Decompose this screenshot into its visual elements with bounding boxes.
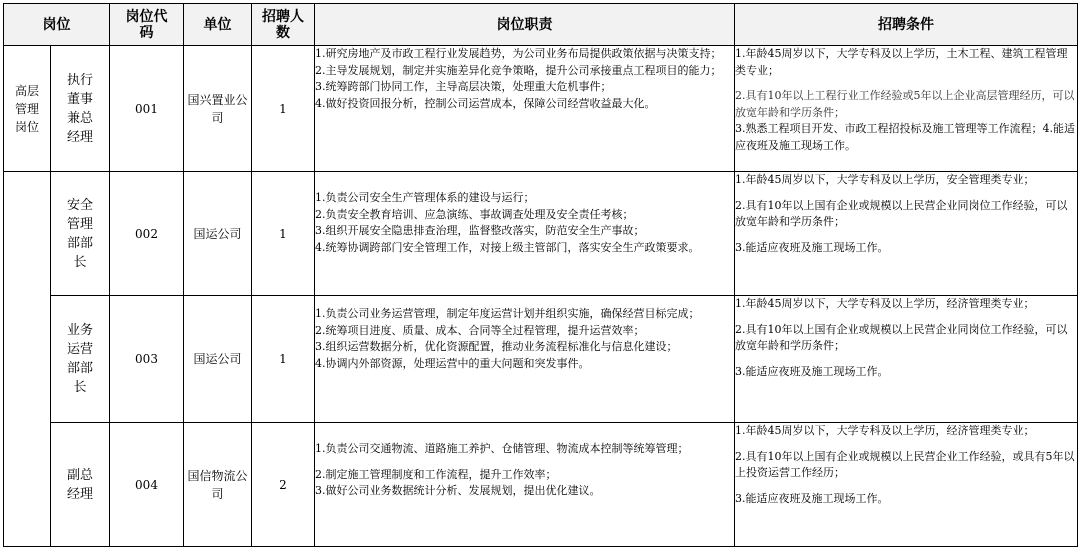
position-code: 001	[110, 46, 184, 172]
position-count: 2	[252, 423, 315, 547]
table-row	[4, 172, 1078, 296]
spacer	[735, 313, 1077, 322]
header-count: 招聘人数	[252, 4, 315, 46]
duty-item: 4.协调内外部资源，处理运营中的重大问题和突发事件。	[315, 356, 590, 370]
duty-item: 2.负责安全教育培训、应急演练、事故调查处理及安全责任考核；	[315, 207, 634, 221]
position-duties	[315, 296, 735, 423]
header-duties: 岗位职责	[315, 4, 735, 46]
requirement-item: 2.具有10年以上国有企业或规模以上民营企业工作经验，或具有5年以上投资运营工作经历；	[735, 449, 1075, 479]
position-unit: 国信物流公司	[184, 423, 252, 547]
position-unit: 国兴置业公司	[184, 46, 252, 172]
requirement-item: 3.能适应夜班及施工现场工作。	[735, 364, 889, 378]
spacer	[735, 440, 1077, 449]
spacer	[315, 458, 734, 467]
position-code: 003	[110, 296, 184, 423]
position-duties	[315, 423, 735, 547]
position-title: 执行董事兼总经理	[51, 46, 110, 172]
duty-item: 1.负责公司业务运营管理，制定年度运营计划并组织实施，确保经营目标完成；	[315, 307, 700, 320]
table-row	[4, 423, 1078, 547]
recruitment-table	[3, 3, 1078, 547]
group-label-senior: 高层管理岗位	[4, 46, 51, 172]
spacer	[735, 79, 1077, 88]
requirement-item: 2.具有10年以上国有企业或规模以上民营企业同岗位工作经验，可以放宽年龄和学历条件；	[735, 322, 1068, 352]
requirement-item: 1.年龄45周岁以下，大学专科及以上学历，土木工程、建筑工程管理类专业；	[735, 47, 1068, 77]
position-duties	[315, 172, 735, 296]
position-unit: 国运公司	[184, 172, 252, 296]
spacer	[735, 482, 1077, 491]
duty-item: 2.主导发展规划，制定并实施差异化竞争策略，提升公司承接重点工程项目的能力；	[315, 63, 722, 77]
position-title: 业务运营部部长	[51, 296, 110, 423]
requirement-item: 1.年龄45周岁以下，大学专科及以上学历，经济管理类专业；	[735, 297, 1035, 310]
requirement-item: 2.具有10年以上国有企业或规模以上民营企业同岗位工作经验，可以放宽年龄和学历条件；	[735, 198, 1068, 228]
header-position: 岗位	[4, 4, 110, 46]
table-row	[4, 296, 1078, 423]
requirement-item: 3.熟悉工程项目开发、市政工程招投标及施工管理等工作流程；4.能适应夜班及施工现场工作。	[735, 122, 1075, 152]
requirement-item: 2.具有10年以上工程行业工作经验或5年以上企业高层管理经历，可以放宽年龄和学历条件；	[735, 89, 1075, 119]
position-requirements	[735, 423, 1078, 547]
position-requirements	[735, 172, 1078, 296]
requirement-item: 3.能适应夜班及施工现场工作。	[735, 240, 889, 254]
group-label-middle	[4, 172, 51, 547]
position-count: 1	[252, 172, 315, 296]
position-title: 安全管理部部长	[51, 172, 110, 296]
duty-item: 2.制定施工管理制度和工作流程，提升工作效率；	[315, 467, 557, 481]
duty-item: 3.统筹跨部门协同工作，主导高层决策，处理重大危机事件；	[315, 80, 612, 93]
requirement-item: 1.年龄45周岁以下，大学专科及以上学历，安全管理类专业；	[735, 173, 1035, 186]
position-code: 004	[110, 423, 184, 547]
duty-item: 1.负责公司安全生产管理体系的建设与运行；	[315, 191, 535, 204]
header-requirements: 招聘条件	[735, 4, 1078, 46]
position-title: 副总经理	[51, 423, 110, 547]
spacer	[735, 355, 1077, 364]
position-requirements	[735, 296, 1078, 423]
position-count: 1	[252, 46, 315, 172]
position-count: 1	[252, 296, 315, 423]
header-row	[4, 4, 1078, 46]
duty-item: 2.统筹项目进度、质量、成本、合同等全过程管理，提升运营效率；	[315, 323, 645, 337]
duty-item: 4.做好投资回报分析，控制公司运营成本，保障公司经营收益最大化。	[315, 96, 656, 110]
position-code: 002	[110, 172, 184, 296]
position-duties	[315, 46, 735, 172]
requirement-item: 1.年龄45周岁以下，大学专科及以上学历，经济管理类专业；	[735, 424, 1035, 437]
duty-item: 3.做好公司业务数据统计分析、发展规划，提出优化建议。	[315, 484, 601, 497]
header-unit: 单位	[184, 4, 252, 46]
duty-item: 3.组织运营数据分析，优化资源配置，推动业务流程标准化与信息化建设；	[315, 340, 678, 353]
header-code: 岗位代码	[110, 4, 184, 46]
spacer	[735, 231, 1077, 240]
requirement-item: 3.能适应夜班及施工现场工作。	[735, 491, 889, 505]
duty-item: 4.统筹协调跨部门安全管理工作，对接上级主管部门，落实安全生产政策要求。	[315, 240, 700, 254]
spacer	[735, 189, 1077, 198]
position-requirements	[735, 46, 1078, 172]
table-row	[4, 46, 1078, 172]
position-unit: 国运公司	[184, 296, 252, 423]
duty-item: 1.负责公司交通物流、道路施工养护、仓储管理、物流成本控制等统筹管理；	[315, 442, 689, 455]
duty-item: 1.研究房地产及市政工程行业发展趋势，为公司业务布局提供政策依据与决策支持；	[315, 47, 722, 60]
duty-item: 3.组织开展安全隐患排查治理，监督整改落实，防范安全生产事故；	[315, 224, 645, 237]
